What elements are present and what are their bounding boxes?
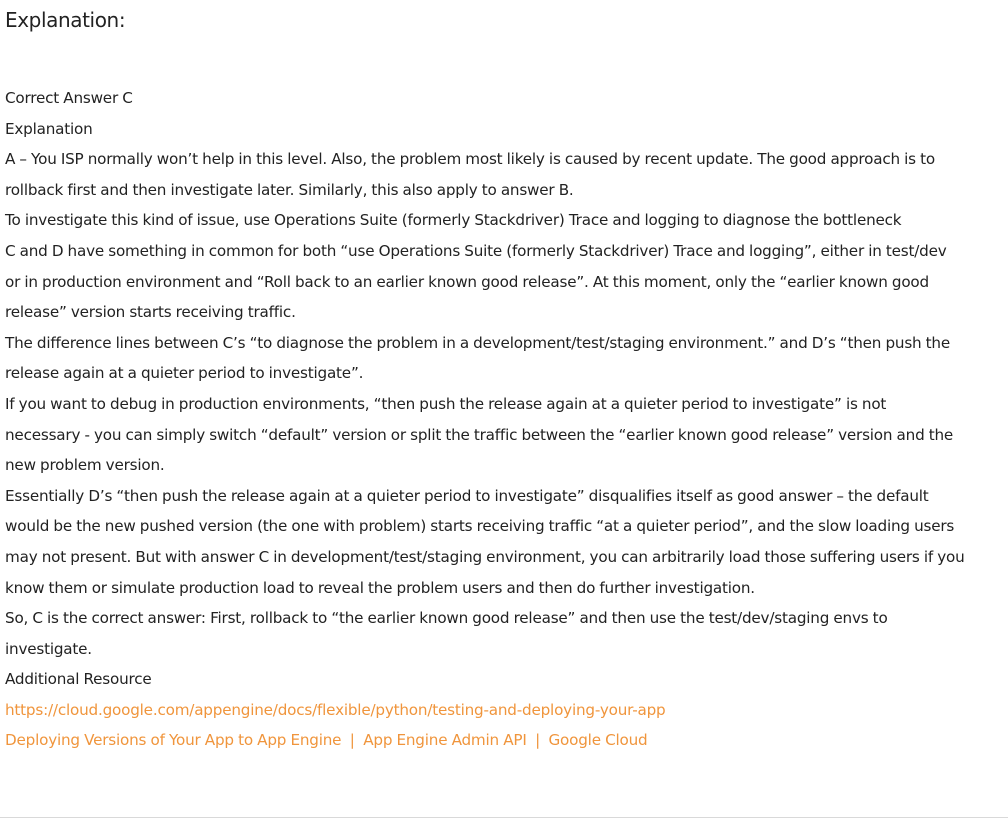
paragraph-essentially: Essentially D’s “then push the release again at a quieter period to investigate” disqualifies itself as good answer – the default would be the new pushed version (the one with problem) starts receiving traffic “at a quieter period”, and the slow loading users may not present. But with answer C in development/test/staging environment, you can arbitrarily load those suffering users if you know them or simulate production load to reveal the problem users and then do further investigation. [5,486,965,597]
resource-title-link[interactable] [5,731,647,749]
resource-title-part1: Deploying Versions of Your App to App Engine [5,731,342,750]
resource-url-line [5,695,965,726]
explanation-label: Explanation [5,119,93,138]
paragraph-answer-a: A – You ISP normally won’t help in this level. Also, the problem most likely is caused by recent update. The good approach is to rollback first and then investigate later. Similarly, this also apply to answer B. [5,150,935,199]
explanation-body [5,83,965,756]
resource-title-part2: App Engine Admin API [363,731,527,750]
resource-url-link[interactable]: https://cloud.google.com/appengine/docs/flexible/python/testing-and-deploying-your-app [5,700,666,719]
paragraph-c-and-d: C and D have something in common for both “use Operations Suite (formerly Stackdriver) Trace and logging”, either in test/dev or in production environment and “Roll back to an earlier known good release”. At this moment, only the “earlier known good release” version starts receiving traffic. [5,241,947,322]
title-separator-1: | [349,731,355,750]
additional-resource-label: Additional Resource [5,670,152,689]
title-separator-2: | [535,731,541,750]
paragraph-difference: The difference lines between C’s “to diagnose the problem in a development/test/staging environment.” and D’s “then push the release again at a quieter period to investigate”. [5,333,951,383]
correct-answer-line: Correct Answer C [5,89,133,107]
page-title: Explanation: [5,8,126,32]
paragraph-conclusion: So, C is the correct answer: First, rollback to “the earlier known good release” and then use the test/dev/staging envs to investigate. [5,609,888,658]
paragraph-production-debug: If you want to debug in production environments, “then push the release again at a quieter period to investigate” is not necessary - you can simply switch “default” version or split the traffic between the “earlier known good release” version and the new problem version. [5,394,954,475]
resource-title-part3: Google Cloud [548,731,648,750]
paragraph-investigate: To investigate this kind of issue, use Operations Suite (formerly Stackdriver) Trace and logging to diagnose the bottleneck [5,211,902,230]
bottom-divider [0,817,1008,818]
resource-title-line [5,725,965,756]
